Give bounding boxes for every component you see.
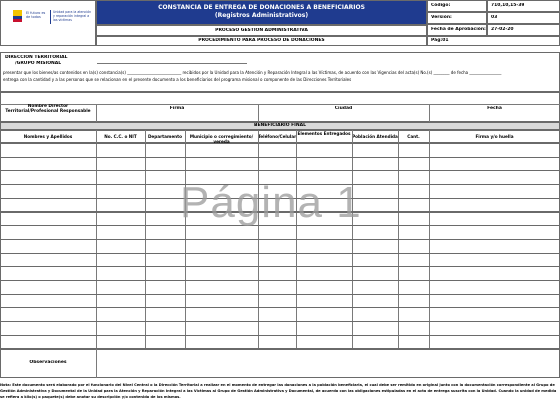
firma-label: Firma (169, 106, 185, 111)
fecha-value-cell: 27-02-20 (487, 24, 560, 36)
column-header: Elementos Entregados (297, 131, 351, 136)
process-cell: PROCESO GESTION ADMINISTRATIVA (96, 25, 427, 36)
table-row (0, 253, 560, 268)
ciudad-label: Ciudad (334, 106, 353, 111)
table-row (0, 143, 560, 158)
territorial-label-2: /GRUPO MISIONAL (15, 61, 62, 66)
table-row (0, 335, 560, 350)
column-header: Población Atendida (352, 134, 398, 139)
title-line-2: (Registros Administrativos) (214, 12, 309, 19)
version-value-cell: 03 (487, 12, 560, 24)
column-header: Teléfono/Celular (258, 134, 296, 139)
territorial-statement: presentar que los bienes/as contenidos en la(s) constancia(s) ___________________________ recibidos por la Unidad para la Atención y Reparación Integral a las Víctimas, de acuerdo con las Vigencias del acta(s) No.(s) ________ de fecha ________________ (3, 70, 502, 75)
territorial-statement-2: entrega con la cantidad y a las personas que se relacionan en el presente documento a los beneficiarios del programa misional o componente de las Direcciones Territoriales (3, 77, 352, 82)
codigo-value-cell: 710,10,15-39 (487, 0, 560, 12)
colombia-flag-icon (13, 10, 22, 22)
beneficiario-title: BENEFICIARIO FINAL (0, 122, 560, 130)
fecha-label-cell: Fecha de Aprobación: (427, 24, 487, 36)
fecha-label: Fecha (487, 106, 502, 111)
table-row (0, 307, 560, 322)
page-watermark: Página 1 (180, 178, 362, 227)
observaciones-label: Observaciones (29, 360, 67, 365)
pagina-cell: Pág:01 (427, 36, 560, 46)
column-header: Firma y/o huella (475, 134, 514, 139)
table-row (0, 280, 560, 295)
table-row (0, 294, 560, 309)
column-header: Cant. (407, 134, 420, 139)
footer-note: Nota: Este documento será elaborado por el funcionario del Nivel Central o la Dirección Territorial a realizar en el momento de entregar las donaciones a la población beneficiaria, el cual debe ser remitido en original junto con la documentación correspondiente al Grupo de Gestión Administrativa y Documental de la Unidad para la Atención y Reparación Integral a las Víctimas al Grupo de Gestión Administrativa y Documental, de acuerdo con las obligaciones estipuladas en el acta de entrega suscrita con la Unidad. Cuando la unidad de medida se refiera a kilo(s) o paquete(s) debe anotar su descripción y/o contenido de los mismos. (0, 383, 557, 399)
title-line-1: CONSTANCIA DE ENTREGA DE DONACIONES A BENEFICIARIOS (158, 4, 365, 11)
territorial-label: DIRECCION TERRITORIAL (5, 55, 68, 60)
table-row (0, 321, 560, 336)
logo-text-2: Unidad para la atención y reparación integral a las víctimas (53, 10, 92, 22)
entity-logo (0, 0, 96, 46)
column-header: Municipio o corregimiento/ vereda (189, 134, 254, 144)
table-row (0, 266, 560, 281)
version-label-cell: Versión: (427, 12, 487, 24)
column-header: Nombres y Apellidos (23, 134, 73, 139)
responsable-label: Nombre Director Territorial/Profesional Responsable (5, 104, 91, 114)
codigo-label-cell: Código: (427, 0, 487, 12)
procedure-cell: PROCEDIMIENTO PARA PROCESO DE DONACIONES (96, 36, 427, 46)
table-row (0, 239, 560, 254)
column-header: Departamento (147, 134, 183, 139)
table-row (0, 157, 560, 172)
logo-text-1: El futuro es de todos (26, 11, 46, 19)
document-title (96, 0, 427, 25)
territorial-section (0, 52, 560, 92)
column-header: No. C.C. o NIT (104, 134, 137, 139)
